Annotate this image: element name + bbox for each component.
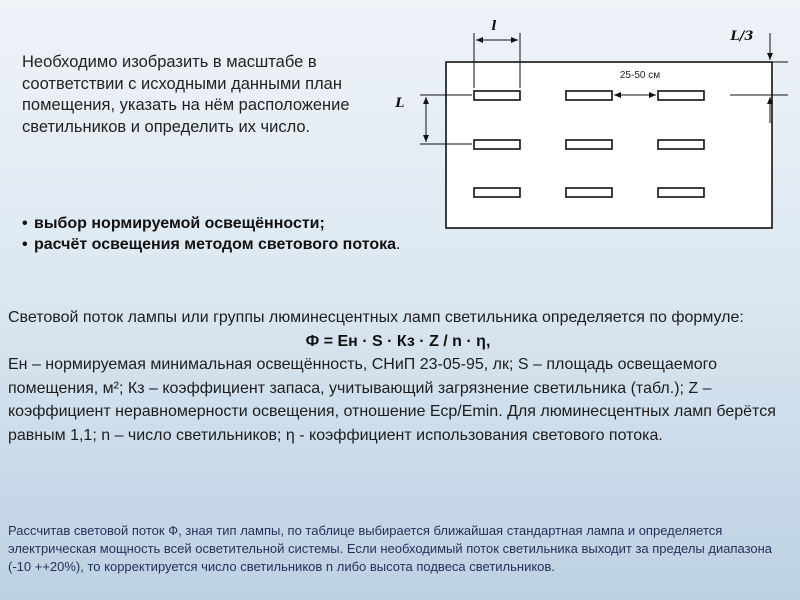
- def-n: n – число светильников;: [101, 426, 282, 444]
- def-z: Z – коэффициент неравномерности освещения, отношение Еср/Еmin. Для люминесцентных ламп берётся равным 1,1;: [8, 379, 776, 444]
- def-kz: Кз – коэффициент запаса, учитывающий загрязнение светильника (табл.);: [127, 379, 684, 397]
- luminaire: [658, 140, 704, 149]
- label-gap: 25-50 см: [619, 70, 661, 81]
- formula: Ф = Ен · S · Кз · Z / n · η,: [305, 332, 491, 350]
- formula-intro: Световой поток лампы или группы люминесцентных ламп светильника определяется по формуле:: [8, 309, 744, 326]
- bullet-item-norm-illumination: • выбор нормируемой освещённости;: [22, 213, 422, 234]
- luminaire: [566, 91, 612, 100]
- intro-text: Необходимо изобразить в масштабе в соответствии с исходными данными план помещения, указать на нём расположение светильников и определить их число.: [22, 53, 350, 136]
- luminaire: [658, 188, 704, 197]
- def-eta: η - коэффициент использования светового потока.: [285, 426, 663, 444]
- luminaire: [474, 91, 520, 100]
- luminaire: [658, 91, 704, 100]
- footnote-text: Рассчитав световой поток Ф, зная тип лампы, по таблице выбирается ближайшая стандартная лампа и определяется электрическая мощность всей осветительной системы. Если необходимый поток светильника выходит за пределы диапазона (-10 ++20%), то корректируется число светильников n либо высота подвеса светильников.: [8, 523, 773, 574]
- def-s: S – площадь освещаемого помещения, м²;: [8, 356, 717, 397]
- formula-definitions: [8, 353, 788, 447]
- luminaire: [474, 188, 520, 197]
- bullet-item-flux-method: • расчёт освещения методом светового потока.: [22, 234, 422, 255]
- def-en: Ен – нормируемая минимальная освещённость, СНиП 23-05-95, лк;: [8, 356, 514, 373]
- luminaire: [566, 188, 612, 197]
- label-big-l: L: [395, 96, 405, 111]
- label-l3: L/3: [730, 29, 754, 44]
- luminaire: [474, 140, 520, 149]
- formula-block: [8, 306, 788, 447]
- luminaire: [566, 140, 612, 149]
- label-l: l: [491, 19, 497, 34]
